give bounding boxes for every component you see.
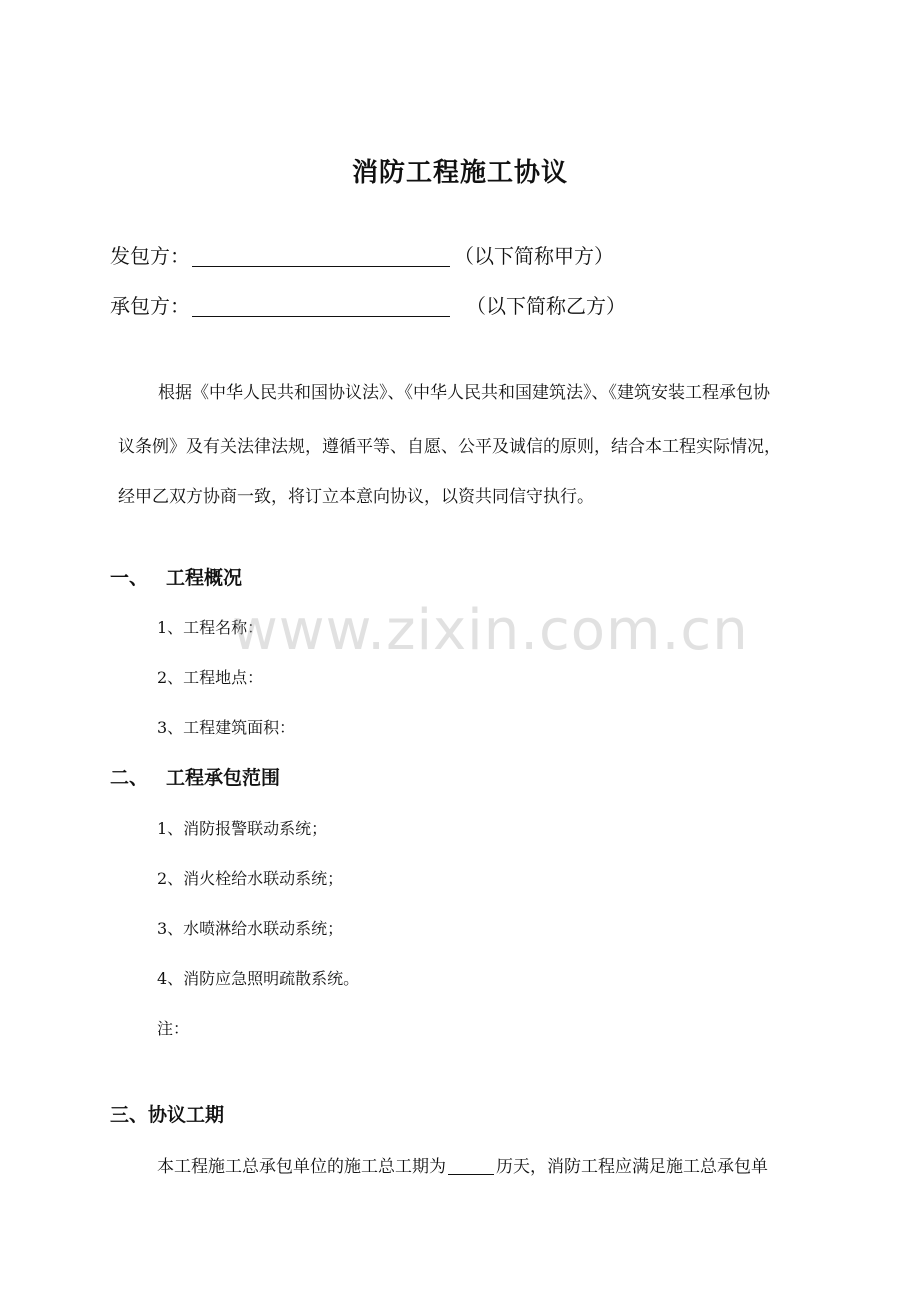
preamble-line-3: 经甲乙双方协商一致，将订立本意向协议，以资共同信守执行。 [118,487,594,507]
section-1-item: 2、工程地点： [157,668,264,687]
party-b-note: （以下简称乙方） [466,294,626,318]
party-b-blank [192,296,450,317]
section-2-title: 工程承包范围 [166,767,281,789]
section-2-note: 注： [157,1019,190,1038]
section-2-item: 4、消防应急照明疏散系统。 [157,969,360,988]
preamble-line-2: 议条例》及有关法律法规，遵循平等、自愿、公平及诚信的原则，结合本工程实际情况， [118,437,781,457]
preamble-line-1: 根据《中华人民共和国协议法》、《中华人民共和国建筑法》、《建筑安装工程承包协 [158,383,770,403]
section-3-heading [110,1100,224,1127]
party-b-line [110,293,626,319]
days-blank [448,1158,494,1175]
section-2-number: 二、 [110,767,149,789]
section-1-number: 一、 [110,567,149,589]
party-a-line [110,243,614,269]
section-3-title: 协议工期 [148,1104,225,1126]
party-a-blank [192,246,450,267]
section-3-text [157,1152,768,1177]
document-title: 消防工程施工协议 [351,158,568,188]
section-2-item: 3、水喷淋给水联动系统； [157,919,344,938]
section-1-item: 3、工程建筑面积： [157,718,296,737]
party-a-note: （以下简称甲方） [454,244,614,268]
section-3-number: 三、 [110,1104,149,1126]
party-a-label: 发包方： [110,244,190,268]
section-1-item: 1、工程名称： [157,618,264,637]
watermark: www.zixin.com.cn [232,598,749,663]
section-3-text-before: 本工程施工总承包单位的施工总工期为 [157,1157,446,1177]
section-2-heading [110,763,280,790]
party-b-label: 承包方： [110,294,190,318]
section-2-item: 2、消火栓给水联动系统； [157,869,344,888]
section-2-item: 1、消防报警联动系统； [157,819,328,838]
section-1-title: 工程概况 [166,567,243,589]
section-1-heading [110,563,242,590]
section-3-text-after: 历天，消防工程应满足施工总承包单 [496,1157,768,1177]
